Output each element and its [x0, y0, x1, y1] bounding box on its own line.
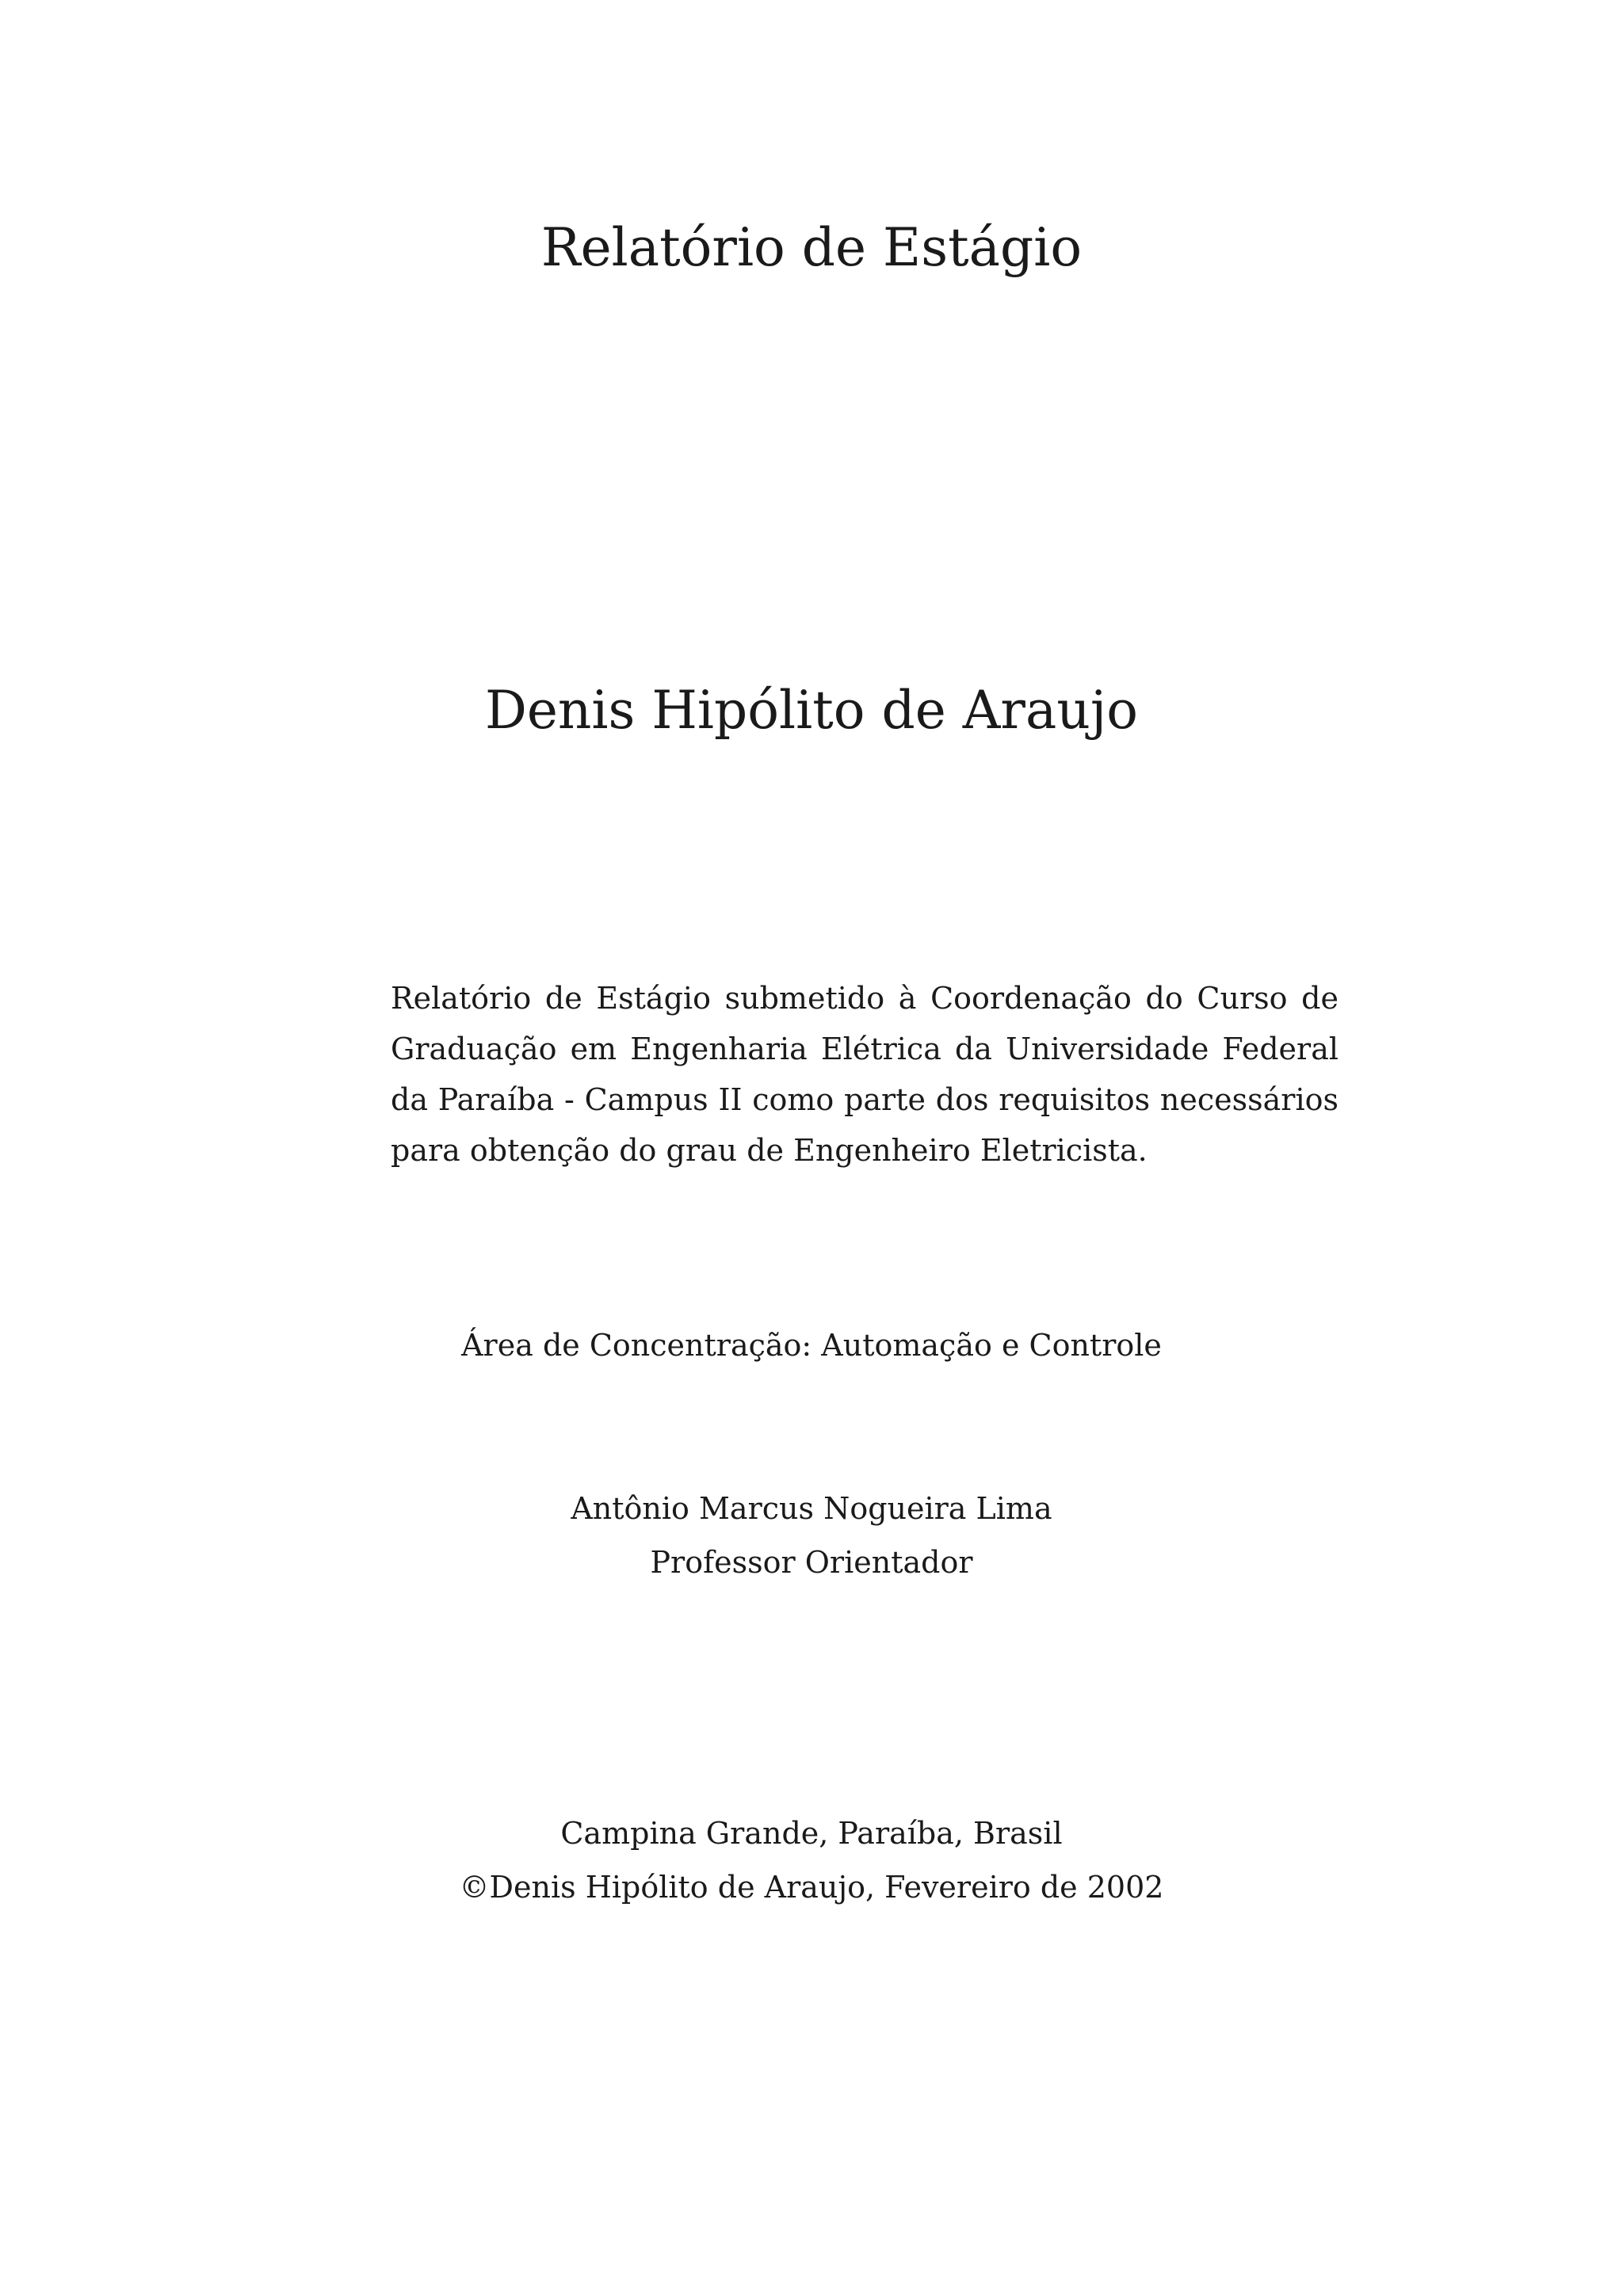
- advisor-role: Professor Orientador: [650, 1545, 973, 1580]
- abstract-text: Relatório de Estágio submetido à Coordenação do Curso de Graduação em Engenharia Elétrica da Universidade Federal da Paraíba - Campus II como parte dos requisitos necessários para obtenção do grau de Engenheiro Eletricista.: [391, 981, 1338, 1168]
- concentration-area: Área de Concentração: Automação e Controle: [461, 1328, 1162, 1363]
- copyright-line: ©Denis Hipólito de Araujo, Fevereiro de 2002: [459, 1870, 1164, 1905]
- advisor-name: Antônio Marcus Nogueira Lima: [571, 1491, 1052, 1526]
- place-line: Campina Grande, Paraíba, Brasil: [560, 1816, 1063, 1851]
- abstract-block: [391, 973, 1338, 1176]
- author-name: Denis Hipólito de Araujo: [484, 680, 1139, 741]
- document-title: Relatório de Estágio: [540, 217, 1083, 278]
